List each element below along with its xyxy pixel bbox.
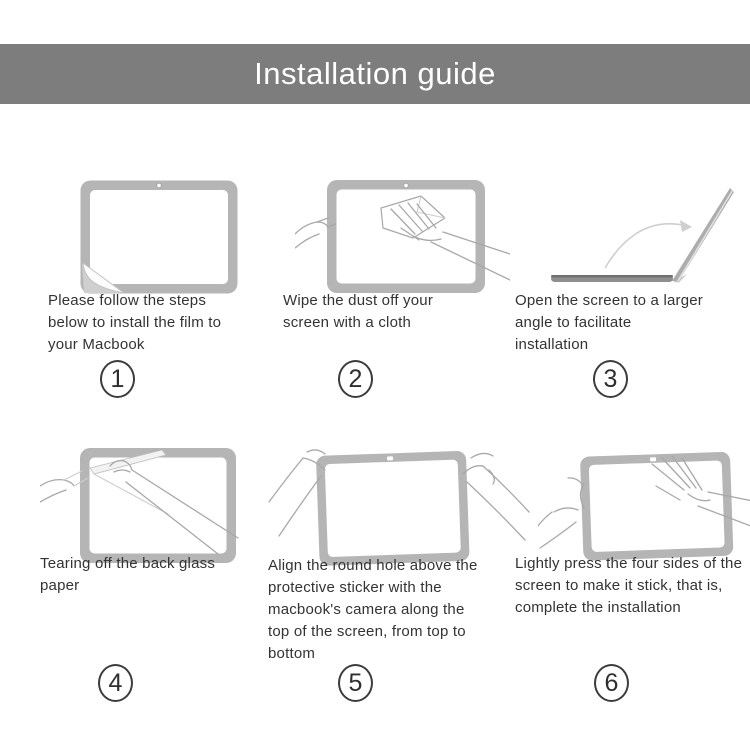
step5-number: 5 (348, 668, 363, 697)
step1-illustration (80, 180, 238, 294)
step5-caption: Align the round hole above the protective sticker with the macbook's camera along the top of the screen, from top to bottom (268, 557, 478, 662)
step1-caption: Please follow the steps below to install the film to your Macbook (48, 292, 222, 353)
step6-number-badge (594, 664, 629, 702)
page-title: Installation guide (254, 56, 496, 91)
step4-caption: Tearing off the back glass paper (40, 555, 216, 594)
step5-number-badge (338, 664, 373, 702)
step3-number: 3 (603, 364, 618, 393)
step4-illustration (40, 442, 290, 570)
step6-number: 6 (604, 668, 619, 697)
step2-illustration (295, 178, 510, 300)
laptop-opened-wide-angle-icon (545, 184, 750, 294)
step6-caption: Lightly press the four sides of the screen to make it stick, that is, complete the installation (515, 555, 743, 616)
step2-number-badge (338, 360, 373, 398)
step1-number: 1 (110, 364, 125, 393)
step3-number-badge (593, 360, 628, 398)
step3-illustration (545, 184, 750, 294)
screen-film-peeled-corner-icon (80, 180, 238, 294)
step3-caption: Open the screen to a larger angle to facilitate installation (515, 292, 704, 353)
step4-number: 4 (108, 668, 123, 697)
hand-wiping-screen-with-cloth-icon (295, 178, 510, 300)
header-banner (0, 44, 750, 104)
step2-number: 2 (348, 364, 363, 393)
step2-caption: Wipe the dust off your screen with a cloth (283, 292, 434, 331)
step4-number-badge (98, 664, 133, 702)
step1-number-badge (100, 360, 135, 398)
hands-tearing-backing-paper-icon (40, 442, 290, 570)
